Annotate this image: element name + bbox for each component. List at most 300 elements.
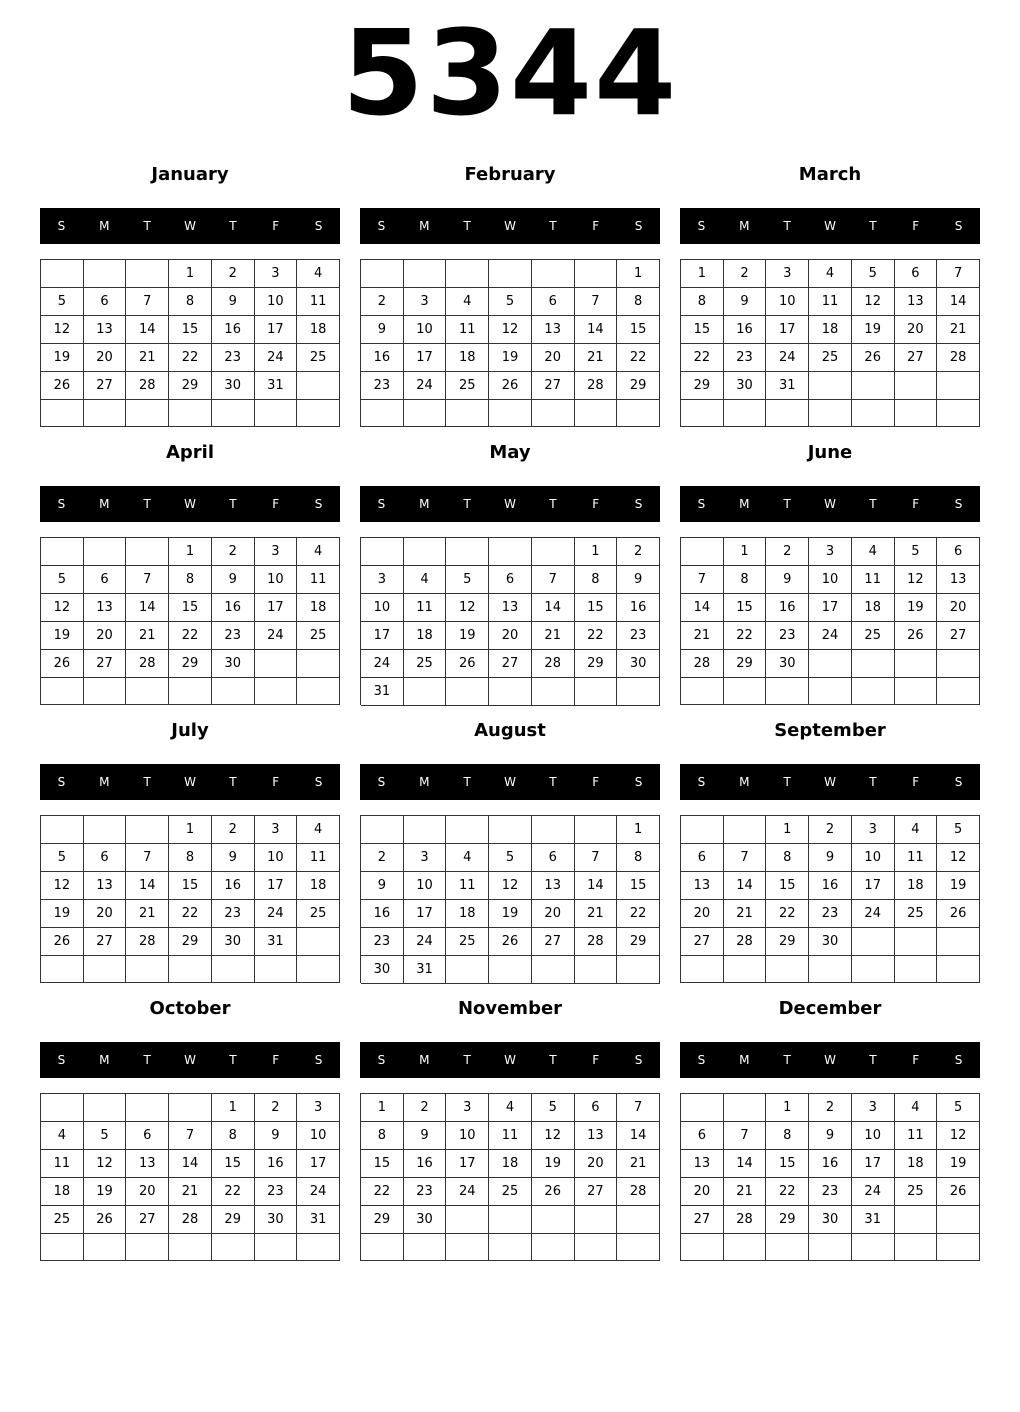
day-cell: 7	[575, 288, 618, 316]
day-cell: 13	[937, 566, 980, 594]
day-cell: 10	[852, 1122, 895, 1150]
weekday-label: T	[229, 219, 237, 233]
month-name: November	[457, 998, 563, 1019]
day-cell	[852, 650, 895, 678]
day-cell: 28	[126, 650, 169, 678]
day-cell	[575, 678, 618, 706]
day-cell	[169, 956, 212, 983]
day-cell: 25	[809, 344, 852, 372]
weekday-label: S	[634, 497, 643, 511]
day-cell: 6	[126, 1122, 169, 1150]
day-cell: 17	[404, 900, 447, 928]
day-cell: 27	[532, 372, 575, 400]
day-cell	[937, 372, 980, 400]
day-cell: 30	[809, 1206, 852, 1234]
day-cell	[361, 538, 404, 566]
day-cell: 1	[169, 538, 212, 566]
day-cell: 6	[84, 288, 127, 316]
weekday-label: T	[783, 1053, 791, 1067]
day-cell: 28	[724, 928, 767, 956]
day-grid	[360, 537, 660, 705]
day-cell	[809, 372, 852, 400]
day-cell: 26	[84, 1206, 127, 1234]
day-cell	[766, 678, 809, 705]
day-cell: 15	[575, 594, 618, 622]
day-cell: 16	[809, 1150, 852, 1178]
weekday-label: T	[549, 1053, 557, 1067]
day-cell: 28	[575, 372, 618, 400]
day-cell: 30	[766, 650, 809, 678]
day-cell	[532, 1234, 575, 1261]
day-cell: 15	[169, 316, 212, 344]
day-cell: 20	[126, 1178, 169, 1206]
day-grid	[360, 259, 660, 427]
weekday-label: T	[143, 497, 151, 511]
day-cell	[297, 678, 340, 705]
day-cell: 19	[41, 622, 84, 650]
day-cell	[404, 678, 447, 706]
day-cell: 11	[297, 288, 340, 316]
day-cell: 26	[489, 372, 532, 400]
day-cell: 17	[766, 316, 809, 344]
day-cell: 4	[895, 816, 938, 844]
day-cell	[895, 678, 938, 705]
day-cell	[617, 678, 660, 706]
day-cell: 5	[489, 844, 532, 872]
day-cell: 13	[489, 594, 532, 622]
day-cell	[297, 956, 340, 983]
month-name: March	[798, 164, 862, 185]
day-cell: 27	[84, 650, 127, 678]
weekday-label: W	[504, 1053, 516, 1067]
day-cell: 29	[575, 650, 618, 678]
day-cell: 15	[766, 1150, 809, 1178]
weekday-label: F	[912, 775, 920, 789]
day-cell	[41, 538, 84, 566]
day-cell: 21	[617, 1150, 660, 1178]
weekday-label: T	[143, 775, 151, 789]
day-cell: 29	[681, 372, 724, 400]
day-cell: 2	[809, 1094, 852, 1122]
day-cell: 3	[852, 1094, 895, 1122]
day-cell: 23	[361, 372, 404, 400]
weekday-label: S	[954, 219, 963, 233]
day-cell: 19	[937, 872, 980, 900]
day-cell: 17	[361, 622, 404, 650]
weekday-label: M	[99, 775, 110, 789]
day-cell: 18	[297, 872, 340, 900]
day-cell	[169, 1094, 212, 1122]
day-cell: 27	[84, 928, 127, 956]
weekday-header	[360, 486, 660, 522]
day-cell	[126, 816, 169, 844]
day-cell	[446, 1206, 489, 1234]
day-cell: 16	[617, 594, 660, 622]
day-cell: 1	[169, 260, 212, 288]
weekday-label: T	[229, 497, 237, 511]
day-cell: 22	[169, 622, 212, 650]
weekday-label: T	[143, 219, 151, 233]
day-cell	[532, 1206, 575, 1234]
day-grid	[40, 815, 340, 983]
month-name: February	[464, 164, 556, 185]
day-cell: 3	[446, 1094, 489, 1122]
weekday-label: S	[57, 497, 66, 511]
day-cell: 23	[724, 344, 767, 372]
day-grid	[360, 1093, 660, 1261]
weekday-label: T	[463, 497, 471, 511]
day-cell: 24	[446, 1178, 489, 1206]
weekday-label: S	[314, 775, 323, 789]
day-cell: 6	[895, 260, 938, 288]
day-cell: 4	[895, 1094, 938, 1122]
day-cell: 4	[489, 1094, 532, 1122]
day-cell: 1	[766, 1094, 809, 1122]
day-cell: 12	[446, 594, 489, 622]
day-cell: 16	[766, 594, 809, 622]
weekday-label: T	[143, 1053, 151, 1067]
day-cell: 13	[126, 1150, 169, 1178]
day-cell: 11	[489, 1122, 532, 1150]
weekday-label: T	[549, 219, 557, 233]
day-cell	[724, 956, 767, 983]
day-cell: 27	[532, 928, 575, 956]
day-cell	[126, 1234, 169, 1261]
day-cell	[937, 1206, 980, 1234]
day-cell: 5	[937, 816, 980, 844]
day-cell	[489, 538, 532, 566]
day-cell	[809, 678, 852, 705]
day-cell: 1	[169, 816, 212, 844]
day-cell: 20	[681, 900, 724, 928]
day-cell: 2	[766, 538, 809, 566]
weekday-label: W	[824, 1053, 836, 1067]
day-cell	[937, 956, 980, 983]
day-cell: 30	[212, 650, 255, 678]
day-cell: 18	[404, 622, 447, 650]
day-cell: 21	[126, 900, 169, 928]
day-cell: 7	[532, 566, 575, 594]
day-cell: 22	[169, 344, 212, 372]
day-cell: 13	[84, 872, 127, 900]
day-cell: 4	[297, 260, 340, 288]
day-cell: 12	[532, 1122, 575, 1150]
day-cell: 2	[617, 538, 660, 566]
day-cell: 16	[404, 1150, 447, 1178]
day-cell: 7	[617, 1094, 660, 1122]
weekday-header	[40, 486, 340, 522]
day-cell: 18	[446, 900, 489, 928]
day-cell: 11	[446, 872, 489, 900]
day-cell: 8	[361, 1122, 404, 1150]
day-cell: 6	[84, 566, 127, 594]
day-cell	[532, 538, 575, 566]
weekday-label: W	[824, 219, 836, 233]
weekday-label: M	[739, 1053, 750, 1067]
day-cell	[255, 400, 298, 427]
weekday-label: M	[419, 219, 430, 233]
day-cell: 23	[255, 1178, 298, 1206]
day-cell: 30	[724, 372, 767, 400]
day-cell	[681, 956, 724, 983]
day-cell	[84, 1094, 127, 1122]
weekday-header	[360, 208, 660, 244]
weekday-label: S	[697, 219, 706, 233]
day-cell: 2	[724, 260, 767, 288]
day-cell	[169, 400, 212, 427]
day-cell: 13	[532, 316, 575, 344]
day-cell: 21	[937, 316, 980, 344]
day-cell: 31	[404, 956, 447, 984]
day-cell	[126, 678, 169, 705]
day-cell: 1	[681, 260, 724, 288]
day-cell: 24	[809, 622, 852, 650]
day-cell: 29	[212, 1206, 255, 1234]
day-cell: 21	[532, 622, 575, 650]
weekday-label: F	[592, 497, 600, 511]
day-cell: 27	[126, 1206, 169, 1234]
day-cell	[446, 956, 489, 984]
day-cell	[361, 1234, 404, 1261]
day-cell: 6	[937, 538, 980, 566]
day-cell	[446, 400, 489, 427]
day-cell: 16	[212, 316, 255, 344]
day-cell: 5	[41, 844, 84, 872]
day-cell: 14	[575, 316, 618, 344]
day-cell: 5	[489, 288, 532, 316]
day-cell: 7	[681, 566, 724, 594]
day-cell: 10	[852, 844, 895, 872]
day-cell	[84, 678, 127, 705]
day-cell: 23	[212, 344, 255, 372]
day-cell	[681, 1234, 724, 1261]
weekday-label: S	[377, 497, 386, 511]
month-name: April	[165, 442, 215, 463]
day-cell: 2	[255, 1094, 298, 1122]
weekday-label: T	[869, 497, 877, 511]
day-cell	[937, 400, 980, 427]
weekday-label: T	[869, 775, 877, 789]
day-cell: 18	[297, 316, 340, 344]
day-cell	[41, 816, 84, 844]
weekday-label: T	[463, 1053, 471, 1067]
day-cell: 12	[937, 1122, 980, 1150]
day-cell: 20	[895, 316, 938, 344]
day-cell	[489, 400, 532, 427]
weekday-label: W	[824, 775, 836, 789]
weekday-label: T	[229, 1053, 237, 1067]
day-cell: 23	[361, 928, 404, 956]
day-cell	[937, 678, 980, 705]
day-cell: 7	[937, 260, 980, 288]
day-cell: 11	[852, 566, 895, 594]
weekday-label: M	[99, 1053, 110, 1067]
day-cell: 16	[212, 872, 255, 900]
day-cell: 21	[681, 622, 724, 650]
day-cell	[126, 1094, 169, 1122]
day-cell: 10	[766, 288, 809, 316]
day-cell: 24	[255, 622, 298, 650]
day-cell: 5	[41, 288, 84, 316]
weekday-label: F	[912, 1053, 920, 1067]
day-cell: 22	[766, 900, 809, 928]
day-cell	[937, 1234, 980, 1261]
day-cell: 19	[532, 1150, 575, 1178]
day-cell: 5	[532, 1094, 575, 1122]
day-cell: 22	[766, 1178, 809, 1206]
day-cell: 1	[617, 260, 660, 288]
day-cell: 15	[169, 872, 212, 900]
weekday-label: W	[184, 497, 196, 511]
weekday-label: W	[824, 497, 836, 511]
day-cell	[297, 372, 340, 400]
day-cell: 8	[169, 288, 212, 316]
weekday-label: M	[419, 1053, 430, 1067]
day-cell: 23	[404, 1178, 447, 1206]
day-cell: 18	[852, 594, 895, 622]
day-cell: 26	[937, 900, 980, 928]
day-cell: 22	[724, 622, 767, 650]
day-cell	[446, 260, 489, 288]
day-cell	[532, 260, 575, 288]
day-cell	[489, 816, 532, 844]
day-cell: 29	[169, 928, 212, 956]
day-cell	[575, 1206, 618, 1234]
day-cell: 10	[255, 288, 298, 316]
weekday-label: F	[272, 219, 280, 233]
day-cell: 28	[169, 1206, 212, 1234]
weekday-label: T	[549, 497, 557, 511]
weekday-label: S	[314, 219, 323, 233]
day-cell: 10	[361, 594, 404, 622]
day-cell: 8	[212, 1122, 255, 1150]
day-cell: 26	[41, 372, 84, 400]
day-cell: 14	[724, 872, 767, 900]
day-cell: 10	[255, 566, 298, 594]
day-cell: 3	[255, 816, 298, 844]
day-cell: 29	[617, 928, 660, 956]
day-cell	[41, 1234, 84, 1261]
day-cell: 14	[532, 594, 575, 622]
day-cell: 16	[212, 594, 255, 622]
day-cell: 14	[126, 872, 169, 900]
day-cell: 7	[126, 844, 169, 872]
day-cell	[126, 260, 169, 288]
day-cell: 10	[404, 872, 447, 900]
day-cell: 8	[617, 288, 660, 316]
day-cell	[532, 816, 575, 844]
weekday-label: S	[954, 497, 963, 511]
weekday-label: F	[272, 1053, 280, 1067]
day-cell: 26	[895, 622, 938, 650]
day-cell: 21	[724, 900, 767, 928]
day-cell: 19	[895, 594, 938, 622]
day-cell: 24	[361, 650, 404, 678]
day-cell	[895, 956, 938, 983]
day-cell	[84, 956, 127, 983]
day-cell: 27	[681, 928, 724, 956]
day-cell: 11	[297, 566, 340, 594]
weekday-label: S	[377, 219, 386, 233]
day-cell: 19	[852, 316, 895, 344]
day-cell: 25	[489, 1178, 532, 1206]
day-cell	[575, 816, 618, 844]
day-cell: 6	[489, 566, 532, 594]
day-cell: 23	[766, 622, 809, 650]
day-cell: 3	[404, 844, 447, 872]
day-cell: 20	[489, 622, 532, 650]
day-cell: 14	[617, 1122, 660, 1150]
day-cell: 22	[169, 900, 212, 928]
day-cell: 9	[255, 1122, 298, 1150]
weekday-label: S	[314, 497, 323, 511]
day-cell: 29	[169, 372, 212, 400]
day-cell: 19	[41, 900, 84, 928]
day-cell: 25	[852, 622, 895, 650]
day-cell: 6	[575, 1094, 618, 1122]
weekday-label: M	[739, 497, 750, 511]
day-cell: 14	[126, 594, 169, 622]
day-cell: 5	[446, 566, 489, 594]
day-cell: 10	[809, 566, 852, 594]
weekday-label: T	[463, 775, 471, 789]
day-cell: 29	[361, 1206, 404, 1234]
day-cell	[404, 538, 447, 566]
day-cell	[681, 678, 724, 705]
day-cell: 4	[297, 538, 340, 566]
day-cell: 3	[404, 288, 447, 316]
day-cell: 26	[41, 928, 84, 956]
day-cell: 13	[84, 594, 127, 622]
weekday-label: S	[954, 775, 963, 789]
weekday-header	[40, 1042, 340, 1078]
month-name: July	[171, 720, 209, 741]
day-cell	[617, 400, 660, 427]
day-cell	[84, 816, 127, 844]
weekday-label: W	[504, 497, 516, 511]
day-cell: 25	[446, 372, 489, 400]
day-cell: 17	[852, 872, 895, 900]
day-cell	[404, 260, 447, 288]
day-cell: 25	[297, 344, 340, 372]
day-cell	[489, 260, 532, 288]
day-cell: 9	[724, 288, 767, 316]
day-cell	[84, 400, 127, 427]
weekday-label: S	[634, 775, 643, 789]
day-cell	[681, 400, 724, 427]
day-cell: 12	[489, 872, 532, 900]
day-grid	[40, 259, 340, 427]
day-cell: 24	[852, 1178, 895, 1206]
weekday-label: T	[229, 775, 237, 789]
day-cell: 7	[126, 566, 169, 594]
day-cell: 30	[212, 928, 255, 956]
weekday-header	[360, 764, 660, 800]
day-cell: 1	[724, 538, 767, 566]
weekday-label: F	[592, 1053, 600, 1067]
day-cell	[212, 1234, 255, 1261]
day-cell: 6	[681, 844, 724, 872]
day-cell: 2	[809, 816, 852, 844]
day-cell	[809, 1234, 852, 1261]
day-cell: 27	[489, 650, 532, 678]
day-cell: 23	[617, 622, 660, 650]
day-cell: 24	[255, 344, 298, 372]
month-name: May	[489, 442, 531, 463]
day-cell: 25	[895, 1178, 938, 1206]
weekday-header	[360, 1042, 660, 1078]
day-cell	[575, 260, 618, 288]
